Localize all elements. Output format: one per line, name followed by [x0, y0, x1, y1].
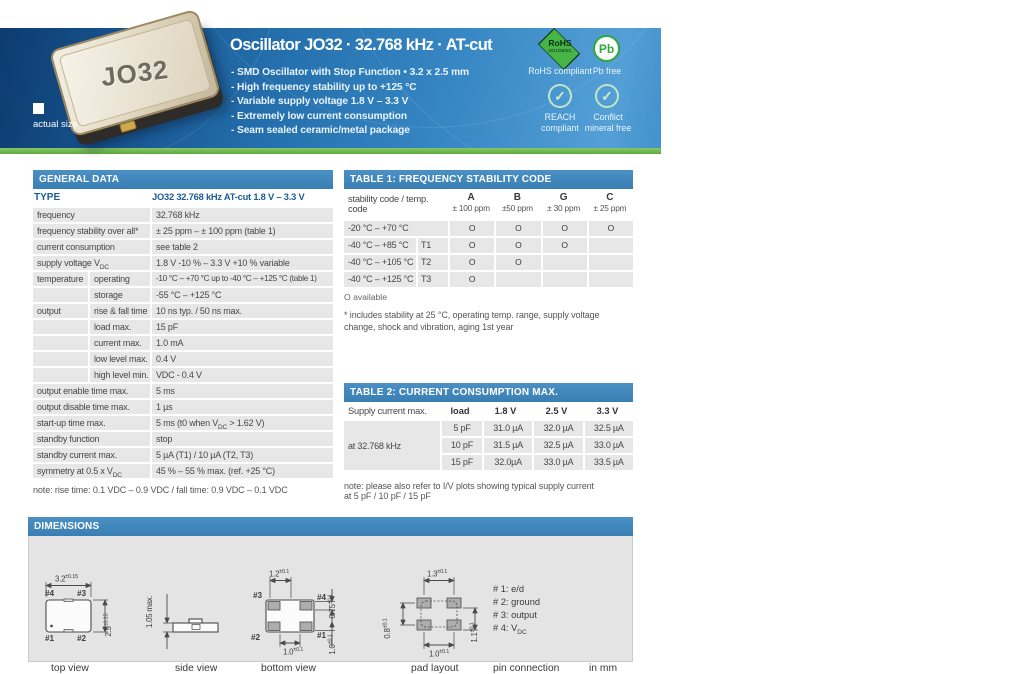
table2-column-header: Supply current max. load 1.8 V 2.5 V 3.3 V: [344, 402, 633, 419]
table-row: 10 pF 31.5 µA 32.5 µA 33.0 µA: [440, 438, 633, 453]
pb-caption: Pb free: [592, 66, 622, 76]
dim-bottom-right-lower: $1.0^{\pm 0.1}$: [327, 634, 337, 655]
table2-header: TABLE 2: CURRENT CONSUMPTION MAX.: [344, 383, 633, 402]
dim-bottom-top: $1.2^{\pm 0.1}$: [269, 569, 290, 579]
conflict-caption: Conflict mineral free: [584, 112, 632, 133]
table-row: output enable time max. 5 ms: [33, 384, 333, 398]
table-row: -40 °C – +105 °C T2 O O: [344, 255, 633, 270]
table-row: 15 pF 32.0µA 33.0 µA 33.5 µA: [440, 455, 633, 470]
dim-pad-right: $1.1^{\pm 0.1}$: [469, 622, 479, 643]
dimension-drawings: $3.2^{\pm 0.15}$ $2.5^{\pm 0.15}$ #4 #3 #1 #2 1.05 max. $1.2^{\pm 0.1}$ $0.75^{\pm 0.1}$ $1.0^{\pm 0.1}$ $1.0^{\pm 0.1}$ #3 #4 #2 #1 $1.3^{\pm 0.1}$ $0.8^{\pm 0.1}$ $1.1^{\pm 0.1}$ $1.0^{\pm 0.1}$ # 1: e/d # 2: ground # 3: output # 4: $V_{DC}$ top view side view bottom view pad layout pin connection in mm: [29, 537, 634, 663]
frequency-stability-table: [344, 170, 633, 333]
general-data-header: GENERAL DATA: [33, 170, 333, 189]
table-row: -40 °C – +85 °C T1 O O O: [344, 238, 633, 253]
rohs-caption: RoHS compliant: [528, 66, 592, 76]
table2-body: [344, 421, 633, 470]
caption-bottom-view: bottom view: [261, 663, 316, 674]
column-g: G ± 30 ppm: [547, 192, 581, 213]
table-row: current consumption see table 2: [33, 240, 333, 254]
table-row: frequency stability over all* ± 25 ppm – ± 100 ppm (table 1): [33, 224, 333, 238]
caption-side-view: side view: [175, 663, 218, 674]
rohs-badge-text: RoHS 2011/65/EC: [548, 38, 572, 53]
feature-item: - SMD Oscillator with Stop Function • 3.2 x 2.5 mm: [231, 67, 470, 78]
dim-pad-top: $1.3^{\pm 0.1}$: [427, 569, 448, 579]
table-row: supply voltage $V_{DC}$ 1.8 V -10 % – 3.3 V +10 % variable: [33, 256, 333, 270]
table-row: high level min. VDC - 0.4 V: [33, 368, 333, 382]
type-label: TYPE: [34, 191, 61, 203]
general-data-note: note: rise time: 0.1 VDC – 0.9 VDC / fall time: 0.9 VDC – 0.1 VDC: [33, 485, 288, 495]
table1-header: TABLE 1: FREQUENCY STABILITY CODE: [344, 170, 633, 189]
pin-4: # 4: $V_{DC}$: [493, 623, 527, 636]
table-row: 5 pF 31.0 µA 32.0 µA 32.5 µA: [440, 421, 633, 436]
dimensions-section: [28, 517, 633, 674]
table1-column-header: stability code / temp. code A ± 100 ppm B ±50 ppm G ± 30 ppm C ± 25 ppm: [344, 189, 633, 219]
table-row: storage -55 °C – +125 °C: [33, 288, 333, 302]
table-row: load max. 15 pF: [33, 320, 333, 334]
caption-unit: in mm: [589, 663, 618, 674]
table-row: output rise & fall time 10 ns typ. / 50 ns max.: [33, 304, 333, 318]
table-row: temperature operating -10 °C – +70 °C up to -40 °C – +125 °C (table 1): [33, 272, 333, 286]
table2-row-label: at 32.768 kHz: [344, 421, 440, 470]
green-accent-bar: [0, 148, 661, 154]
pb-free-icon: Pb: [593, 35, 620, 62]
reach-caption: REACH compliant: [541, 112, 579, 133]
table-row: low level max. 0.4 V: [33, 352, 333, 366]
page-title: Oscillator JO32 · 32.768 kHz · AT-cut: [230, 36, 493, 54]
type-value: JO32 32.768 kHz AT-cut 1.8 V – 3.3 V: [152, 192, 305, 202]
dim-top-height: $2.5^{\pm 0.15}$: [103, 613, 113, 637]
caption-top-view: top view: [51, 663, 89, 674]
table-row: standby function stop: [33, 432, 333, 446]
dim-pad-left: $0.8^{\pm 0.1}$: [382, 618, 392, 639]
table-row: -40 °C – +125 °C T3 O: [344, 272, 633, 287]
general-data-section: [33, 170, 333, 495]
table-row: standby current max. 5 µA (T1) / 10 µA (T2, T3): [33, 448, 333, 462]
pin-3: # 3: output: [493, 610, 537, 620]
table-row: symmetry at 0.5 x $V_{DC}$ 45 % – 55 % max. (ref. +25 °C): [33, 464, 333, 478]
dim-bottom-bottom: $1.0^{\pm 0.1}$: [283, 647, 304, 657]
table-row: -20 °C – +70 °C O O O O: [344, 221, 633, 236]
current-consumption-table: [344, 383, 633, 501]
caption-pad-layout: pad layout: [411, 663, 459, 674]
table2-note: note: please also refer to I/V plots showing typical supply current at 5 pF / 10 pF / 15 pF: [344, 481, 594, 501]
feature-item: - High frequency stability up to +125 °C: [231, 81, 417, 93]
type-row: [33, 189, 333, 206]
reach-check-icon: ✓: [548, 84, 572, 108]
column-b: B ±50 ppm: [501, 192, 533, 213]
feature-item: - Seam sealed ceramic/metal package: [231, 125, 410, 137]
column-a: A ± 100 ppm: [452, 192, 490, 213]
dimensions-header: DIMENSIONS: [28, 517, 633, 536]
dim-side-height: 1.05 max.: [145, 595, 154, 628]
pin-2: # 2: ground: [493, 597, 541, 607]
table-row: current max. 1.0 mA: [33, 336, 333, 350]
dim-bottom-right-upper: $0.75^{\pm 0.1}$: [327, 594, 337, 619]
feature-item: - Variable supply voltage 1.8 V – 3.3 V: [231, 96, 409, 108]
table-row: start-up time max. 5 ms (t0 when $V_{DC} > 1.62$ V): [33, 416, 333, 430]
chip-marking: JO32: [99, 53, 171, 92]
pin-1: # 1: e/d: [493, 584, 525, 594]
dim-top-width: $3.2^{\pm 0.15}$: [55, 574, 78, 584]
table-row: output disable time max. 1 µs: [33, 400, 333, 414]
available-legend: O available: [344, 292, 387, 302]
table1-footnote: * includes stability at 25 °C, operating temp. range, supply voltage change, shock and vibration, aging 1st year: [344, 310, 600, 332]
column-c: C ± 25 ppm: [593, 192, 627, 213]
actual-size-square: [33, 103, 44, 114]
actual-size-label: actual size: [33, 119, 78, 130]
dim-pad-bottom: $1.0^{\pm 0.1}$: [429, 649, 450, 659]
feature-list: [231, 66, 469, 139]
table-row: frequency 32.768 kHz: [33, 208, 333, 222]
conflict-check-icon: ✓: [595, 84, 619, 108]
feature-item: - Extremely low current consumption: [231, 110, 407, 122]
caption-pin-connection: pin connection: [493, 663, 560, 674]
